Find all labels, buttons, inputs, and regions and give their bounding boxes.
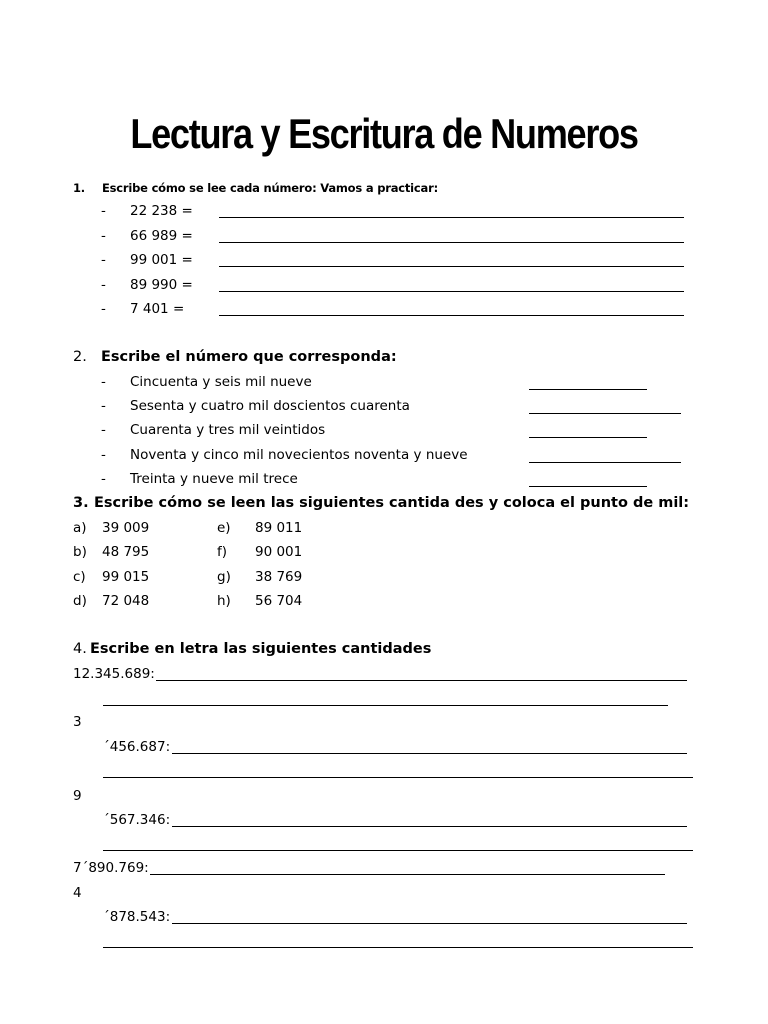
bullet-dash: - [101, 252, 106, 268]
answer-line[interactable] [219, 266, 684, 267]
answer-line[interactable] [103, 947, 693, 948]
number-label: 7 401 = [130, 301, 185, 317]
item-value: 56 704 [255, 593, 303, 609]
number-label: 89 990 = [130, 277, 193, 293]
answer-line[interactable] [172, 753, 687, 754]
quantity-lead-digit: 9 [73, 788, 82, 804]
bullet-dash: - [101, 277, 106, 293]
item-value: 38 769 [255, 569, 303, 585]
section-4-heading: Escribe en letra las siguientes cantidades [90, 641, 432, 657]
section-3-heading: Escribe cómo se leen las siguientes cantida des y coloca el punto de mil: [94, 495, 690, 511]
item-letter: e) [217, 520, 231, 536]
section-4-number: 4. [73, 641, 87, 657]
number-label: 99 001 = [130, 252, 193, 268]
item-value: 89 011 [255, 520, 303, 536]
answer-line[interactable] [529, 437, 647, 438]
answer-line[interactable] [529, 413, 681, 414]
answer-line[interactable] [529, 486, 647, 487]
item-letter: h) [217, 593, 231, 609]
quantity-label: ´456.687: [103, 739, 171, 755]
bullet-dash: - [101, 422, 106, 438]
answer-line[interactable] [172, 923, 687, 924]
bullet-dash: - [101, 203, 106, 219]
bullet-dash: - [101, 447, 106, 463]
section-1-heading: Escribe cómo se lee cada número: Vamos a practicar: [102, 181, 438, 195]
number-words: Noventa y cinco mil novecientos noventa y nueve [130, 447, 468, 463]
item-letter: f) [217, 544, 228, 560]
answer-line[interactable] [219, 315, 684, 316]
quantity-label: 7´890.769: [73, 860, 149, 876]
answer-line[interactable] [103, 705, 668, 706]
answer-line[interactable] [156, 680, 687, 681]
quantity-lead-digit: 4 [73, 885, 82, 901]
answer-line[interactable] [172, 826, 687, 827]
item-letter: a) [73, 520, 87, 536]
answer-line[interactable] [219, 291, 684, 292]
number-words: Sesenta y cuatro mil doscientos cuarenta [130, 398, 410, 414]
quantity-lead-digit: 3 [73, 714, 82, 730]
item-letter: b) [73, 544, 87, 560]
bullet-dash: - [101, 471, 106, 487]
number-words: Cincuenta y seis mil nueve [130, 374, 312, 390]
section-3-number: 3. [73, 495, 89, 511]
section-2-heading: Escribe el número que corresponda: [101, 349, 397, 365]
bullet-dash: - [101, 374, 106, 390]
item-value: 99 015 [102, 569, 150, 585]
answer-line[interactable] [219, 242, 684, 243]
answer-line[interactable] [103, 850, 693, 851]
quantity-label: ´567.346: [103, 812, 171, 828]
item-value: 48 795 [102, 544, 150, 560]
answer-line[interactable] [103, 777, 693, 778]
item-letter: c) [73, 569, 86, 585]
item-letter: g) [217, 569, 231, 585]
section-1-number: 1. [73, 181, 85, 195]
number-label: 22 238 = [130, 203, 193, 219]
number-words: Treinta y nueve mil trece [130, 471, 298, 487]
number-words: Cuarenta y tres mil veintidos [130, 422, 326, 438]
number-label: 66 989 = [130, 228, 193, 244]
answer-line[interactable] [529, 389, 647, 390]
bullet-dash: - [101, 398, 106, 414]
bullet-dash: - [101, 301, 106, 317]
item-value: 72 048 [102, 593, 150, 609]
answer-line[interactable] [150, 874, 665, 875]
bullet-dash: - [101, 228, 106, 244]
item-value: 39 009 [102, 520, 150, 536]
answer-line[interactable] [219, 217, 684, 218]
section-2-number: 2. [73, 349, 87, 365]
page-title: Lectura y Escritura de Numeros [130, 110, 638, 157]
item-letter: d) [73, 593, 87, 609]
item-value: 90 001 [255, 544, 303, 560]
quantity-label: 12.345.689: [73, 666, 155, 682]
quantity-label: ´878.543: [103, 909, 171, 925]
answer-line[interactable] [529, 462, 681, 463]
